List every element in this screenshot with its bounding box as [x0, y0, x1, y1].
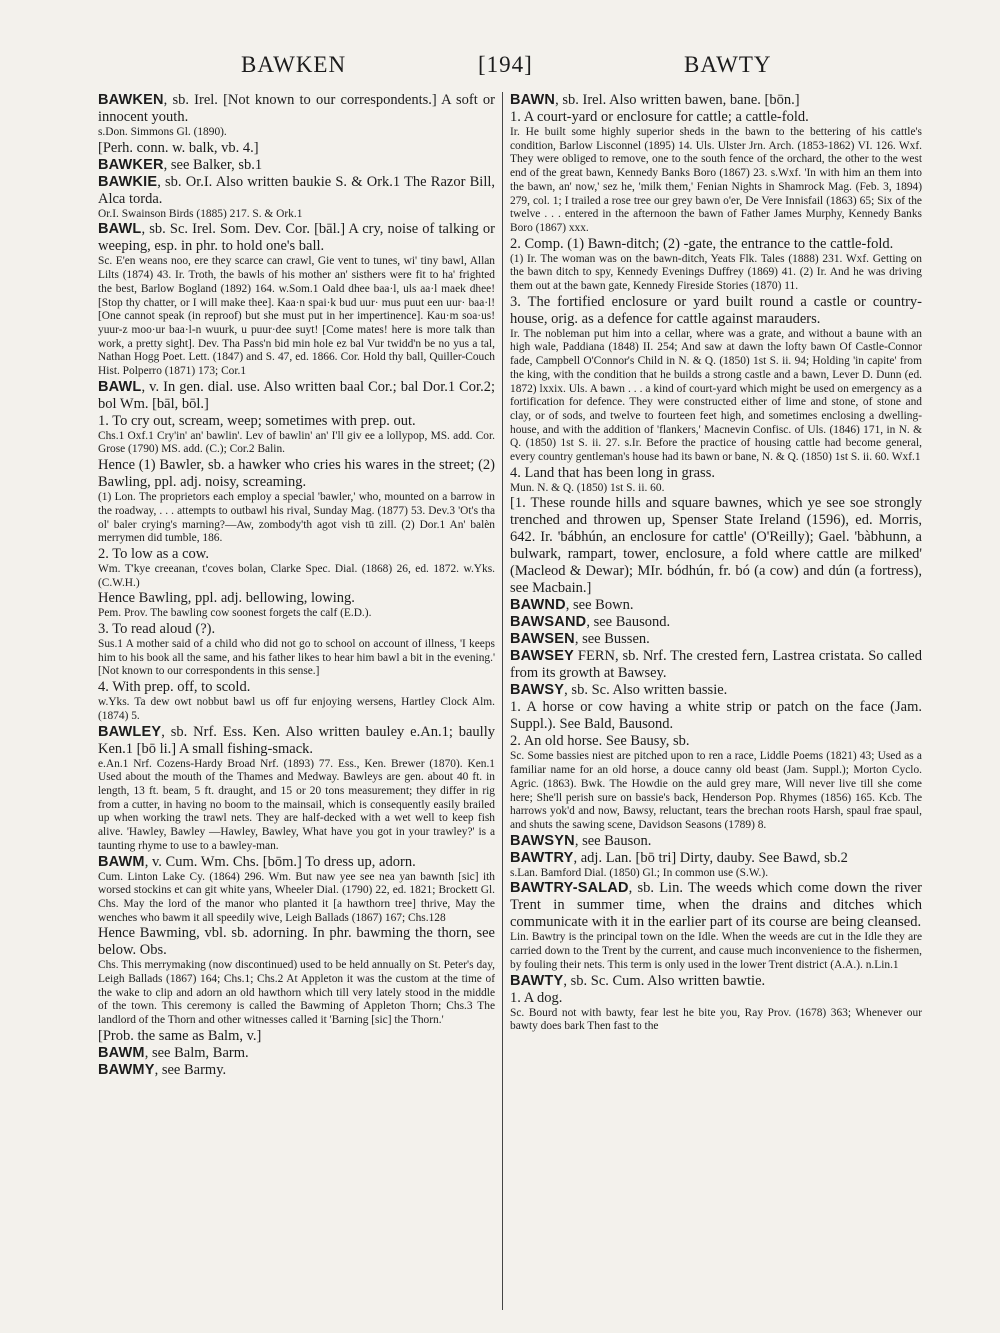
citation-text: s.Lan. Bamford Dial. (1850) Gl.; In common use (S.W.).: [510, 866, 769, 879]
headword: BAWM: [98, 1044, 145, 1061]
dictionary-entry: BAWN, sb. Irel. Also written bawen, bane. [bōn.]: [510, 92, 800, 108]
citation-text: Pem. Prov. The bawling cow soonest forgets the calf (E.D.).: [98, 607, 372, 620]
sense-definition: 2. Comp. (1) Bawn-ditch; (2) -gate, the entrance to the cattle-fold.: [510, 235, 894, 252]
dictionary-entry: BAWM, v. Cum. Wm. Chs. [bōm.] To dress up, adorn.: [98, 853, 416, 870]
sense-definition: [Perh. conn. w. balk, vb. 4.]: [98, 139, 259, 156]
dictionary-entry: BAWM, see Balm, Barm.: [98, 1044, 249, 1061]
headword: BAWSYN: [510, 832, 575, 849]
right-column: [510, 92, 922, 1322]
citation-text: Chs.1 Oxf.1 Cry'in' an' bawlin'. Lev of bawlin' an' I'll giv ee a lollypop, MS. add. Cor. Grose (1790) MS. add. (C.); Cor.2 Balin.: [98, 429, 495, 456]
sense-definition: Hence Bawming, vbl. sb. adorning. In phr. bawming the thorn, see below. Obs.: [98, 925, 495, 959]
sense-definition: [Prob. the same as Balm, v.]: [98, 1027, 262, 1044]
page-number: [194]: [478, 52, 533, 77]
dictionary-entry: BAWLEY, sb. Nrf. Ess. Ken. Also written bauley e.An.1; baully Ken.1 [bō li.] A small fishing-smack.: [98, 723, 495, 757]
sense-definition: 1. To cry out, scream, weep; sometimes with prep. out.: [98, 412, 416, 429]
sense-definition: 2. To low as a cow.: [98, 545, 209, 562]
left-column: [98, 92, 495, 1322]
citation-text: Lin. Bawtry is the principal town on the Idle. When the weeds are cut in the Idle they are carried down to the Trent by the current, and cause much inconvenience to the fishermen, by fouling their nets. This term is only used in the lower Trent district (A.A.). n.Lin.1: [510, 931, 922, 971]
citation-text: Mun. N. & Q. (1850) 1st S. ii. 60.: [510, 481, 665, 494]
headword: BAWL: [98, 378, 142, 395]
headword: BAWKIE: [98, 173, 158, 190]
dictionary-entry: BAWSAND, see Bausond.: [510, 614, 671, 631]
headword: BAWTRY: [510, 849, 574, 866]
sense-definition: 1. A dog.: [510, 989, 563, 1006]
headword: BAWTRY-SALAD: [510, 880, 629, 897]
citation-text: Or.I. Swainson Birds (1885) 217. S. & Ork.1: [98, 207, 303, 220]
citation-text: Sc. Bourd not with bawty, fear lest he bite you, Ray Prov. (1678) 363; Whenever our bawty does bark Then fast to the: [510, 1006, 922, 1033]
headword: BAWKEN: [98, 92, 164, 108]
column-divider: [502, 92, 503, 1310]
headword: BAWL: [98, 221, 142, 238]
sense-definition: Hence (1) Bawler, sb. a hawker who cries his wares in the street; (2) Bawling, ppl. adj. noisy, screaming.: [98, 457, 495, 491]
headword: BAWSY: [510, 682, 565, 699]
sense-definition: 2. An old horse. See Bausy, sb.: [510, 733, 690, 750]
dictionary-entry: BAWND, see Bown.: [510, 597, 634, 614]
citation-text: (1) Lon. The proprietors each employ a special 'bawler,' who, mounted on a barrow in the roadway, . . . attempts to outbawl his rival, Sunday Mag. (1877) 53. Dev.3 'Ot's tha ol' baler crying's marning?—Aw, zombody'th agot vish tū zill. (2) Dor.1 An' balèn merrymen did tumble, 186.: [98, 491, 495, 545]
citation-text: Sc. E'en weans noo, ere they scarce can crawl, Gie vent to tunes, wi' tiny bawl, Allan Lilts (1874) 43. Ir. Troth, the bawls of his mother an' sisthers were fit to ha' frighted the best, Barlow Bogland (1892) 164. w.Som.1 Oald dhee baa·l, uls aa·l maek dhee! [Stop thy chatter, or I will make thee]. Kaa·n spai·k bud uur· mus puut een uur· baa·l! [One cannot speak (in reproof) but she must put in her impertinence]. Kau·m soa·us! yuur-z moo·ur baa·l-n wuurk, u puur·dee suyt! [Come mates! here is more talk than work, a pretty sight]. Dev. Tha Pass'n bid min hole ez bal Vur twidd'n be no yus a tal, Nathan Hogg Poet. Lett. (1847) and S. 47, ed. 1866. Cor. Hold thy ball, Quiller-Couch Hist. Polperro (1871) 173; Cor.1: [98, 255, 495, 378]
dictionary-entry: BAWKER, see Balker, sb.1: [98, 156, 263, 173]
dictionary-entry: BAWL, sb. Sc. Irel. Som. Dev. Cor. [bāl.] A cry, noise of talking or weeping, esp. in phr. to hold one's ball.: [98, 221, 495, 255]
sense-definition: 3. The fortified enclosure or yard built round a castle or country-house, orig. as a defence for cattle against marauders.: [510, 293, 922, 327]
citation-text: e.An.1 Nrf. Cozens-Hardy Broad Nrf. (1893) 77. Ess., Ken. Brewer (1870). Ken.1 Used about the mouth of the Thames and Medway. Bawleys are gen. about 40 ft. in length, 13 ft. beam, 5 ft. draught, and 15 or 20 tons measurement; they differ in rig from a cutter, in having no boom to the mainsail, which is consequently easily brailed up when working the trawl nets. They are half-decked with a wet well to keep fish alive. 'Hawley, Bawley —Hawley, Bawley, What have you got in your trawley?' is a taunting rhyme to use to a bawley-man.: [98, 757, 495, 852]
dictionary-entry: BAWSEN, see Bussen.: [510, 631, 650, 648]
sense-definition: 4. With prep. off, to scold.: [98, 679, 251, 696]
dictionary-entry: BAWTRY, adj. Lan. [bō tri] Dirty, dauby. See Bawd, sb.2: [510, 849, 848, 866]
header-right-guideword: BAWTY: [684, 52, 772, 77]
dictionary-entry: BAWL, v. In gen. dial. use. Also written baal Cor.; bal Dor.1 Cor.2; bol Wm. [bāl, bōl.]: [98, 378, 495, 412]
citation-text: Chs. This merrymaking (now discontinued) used to be held annually on St. Peter's day, Leigh Ballads (1867) 164; Chs.1; Chs.2 At Appleton it was the custom at the time of the wake to clip and adorn an old hawthorn which till very lately stood in the middle of the town. This ceremony is called the Bawming of Appleton Thorn; Chs.3 The landlord of the Thorn and other witnesses called it 'Barning [sic] the Thorn.': [98, 959, 495, 1027]
sense-definition: 3. To read aloud (?).: [98, 621, 216, 638]
headword: BAWTY: [510, 972, 564, 989]
citation-text: Cum. Linton Lake Cy. (1864) 296. Wm. But naw yee see nea yan bawnth [sic] ith worsed stockins et can git white yans, Wheeler Dial. (1790) 22, ed. 1821; Brockett Gl. Chs. May the lord of the manor who planted it [a hawthorn tree] thrive, May the wenches who bawm it all speedily wive, Leigh Ballads (1867) 167; Chs.128: [98, 870, 495, 924]
sense-definition: Hence Bawling, ppl. adj. bellowing, lowing.: [98, 590, 355, 607]
citation-text: w.Yks. Ta dew owt nobbut bawl us off fur enjoying wersens, Hartley Clock Alm. (1874) 5.: [98, 696, 495, 722]
headword: BAWND: [510, 597, 566, 614]
citation-text: Wm. T'kye creeanan, t'coves bolan, Clarke Spec. Dial. (1868) 26, ed. 1872. w.Yks. (C.W.H.): [98, 562, 495, 589]
citation-text: Ir. The nobleman put him into a cellar, where was a grate, and without a baune with an high wale, Paddiana (1848) II. 254; And saw at dawn the lofty bawn Of Castle-Connor fade, Campbell O'Connor's Child in N. & Q. (1850) 1st S. ii. 94; Holding 'in capite' from the king, with the condition that he builds a strong castle and a bawn, Lever D. Dunn (ed. 1872) lxxix. Uls. A bawn . . . a kind of court-yard which might be used on emergency as a fortification for defence. They were constructed either of lime and stone, of stone and clay, or of sods, and twelve to fourteen feet high, and sometimes enclosing a dwelling-house, and with the addition of 'flankers,' Macnevin Confisc. of Uls. (1846) 171, in N. & Q. (1850) 1st S. ii. 27. s.Ir. Before the practice of housing cattle had become general, every country gentleman's house had its bawn or bane, N. & Q. (1850) 1st S. ii. 60. Wxf.1: [510, 327, 922, 464]
headword: BAWM: [98, 853, 145, 870]
dictionary-entry: BAWSY, sb. Sc. Also written bassie.: [510, 682, 728, 699]
headword: BAWN: [510, 92, 556, 108]
dictionary-entry: BAWSEY FERN, sb. Nrf. The crested fern, Lastrea cristata. So called from its growth at Bawsey.: [510, 648, 922, 682]
dictionary-entry: BAWTRY-SALAD, sb. Lin. The weeds which come down the river Trent in summer time, when the drains and ditches which communicate with it in the earlier part of its course are being cleansed.: [510, 880, 922, 931]
headword: BAWSAND: [510, 614, 587, 631]
headword: BAWKER: [98, 156, 164, 173]
sense-definition: 1. A court-yard or enclosure for cattle; a cattle-fold.: [510, 109, 809, 125]
headword: BAWSEY: [510, 648, 575, 665]
dictionary-entry: BAWTY, sb. Sc. Cum. Also written bawtie.: [510, 972, 766, 989]
citation-text: s.Don. Simmons Gl. (1890).: [98, 126, 227, 138]
headword: BAWSEN: [510, 631, 575, 648]
sense-definition: [1. These rounde hills and square bawnes, which ye see soe strongly trenched and throwen up, Spenser State Ireland (1596), ed. Morris, 642. Ir. 'bábhún, an enclosure for cattle' (O'Reilly); Gael. 'bàbhunn, a bulwark, rampart, tower, enclosure, a fold where cattle are milked' (Macleod & Dewar); MIr. bódhún, fr. bó (a cow) and dún (a fortress), see Macbain.]: [510, 495, 922, 597]
dictionary-entry: BAWMY, see Barmy.: [98, 1061, 227, 1078]
sense-definition: 4. Land that has been long in grass.: [510, 464, 715, 481]
citation-text: (1) Ir. The woman was on the bawn-ditch, Yeats Flk. Tales (1888) 231. Wxf. Getting on the bawn ditch to spy, Kennedy Evenings Duffrey (1869) 41. (2) Ir. And he was driving them out at the bawn gate, Kennedy Fireside Stories (1870) 11.: [510, 252, 922, 293]
dictionary-entry: BAWSYN, see Bauson.: [510, 832, 652, 849]
citation-text: Sc. Some bassies niest are pitched upon to ren a race, Liddle Poems (1821) 43; Used as a familiar name for an old horse, a douce canny old beast (Jam. Suppl.); Morton Cyclo. Agric. (1863). Bwk. The Howdie on the auld grey mare, Will never live till she come here; She'll perish sure on bassie's back, Henderson Pop. Rhymes (1856) 165. Kcb. The harrows yok'd and now, Bawsy, reluctant, tears the brechan roots Harsh, spaul frae spaul, and shuts the sawing scene, Davidson Seasons (1789) 8.: [510, 750, 922, 831]
header-left-guideword: BAWKEN: [241, 52, 347, 77]
headword: BAWMY: [98, 1061, 155, 1078]
sense-definition: 1. A horse or cow having a white strip or patch on the face (Jam. Suppl.). See Bald, Bausond.: [510, 699, 922, 733]
dictionary-entry: BAWKEN, sb. Irel. [Not known to our correspondents.] A soft or innocent youth.: [98, 92, 495, 125]
running-header: [0, 52, 1000, 86]
citation-text: Ir. He built some highly superior sheds in the bawn to the bettering of his cattle's condition, Barlow Lisconnel (1895) 14. Uls. Ulster Jrn. Arch. (1853-1862) VI. 126. Wxf. They were obliged to remove, one to the south fence of the orchard, the other to the west end of the great bawn, Kennedy Banks Boro (1867) 23. s.Wxf. 'In with him an them into the bawn, an' now,' sez he, 'milk them,' Fenian Nights in Shamrock Mag. (Feb. 3, 1894) 279, col. 1; I trailed a rose tree our grey bawn o'er, De Vere Innisfail (1863) 65; Six of the twelve . . . entered in the afternoon the bawn of Father James Murphy, Kennedy Banks Boro (1867) xxx.: [510, 126, 922, 234]
headword: BAWLEY: [98, 723, 162, 740]
citation-text: Sus.1 A mother said of a child who did not go to school on account of illness, 'I keeps him to his book all the same, and his father likes to hear him bawl a bit in the evening.' [Not known to our correspondents in this sense.]: [98, 638, 495, 678]
dictionary-entry: BAWKIE, sb. Or.I. Also written baukie S. & Ork.1 The Razor Bill, Alca torda.: [98, 173, 495, 207]
